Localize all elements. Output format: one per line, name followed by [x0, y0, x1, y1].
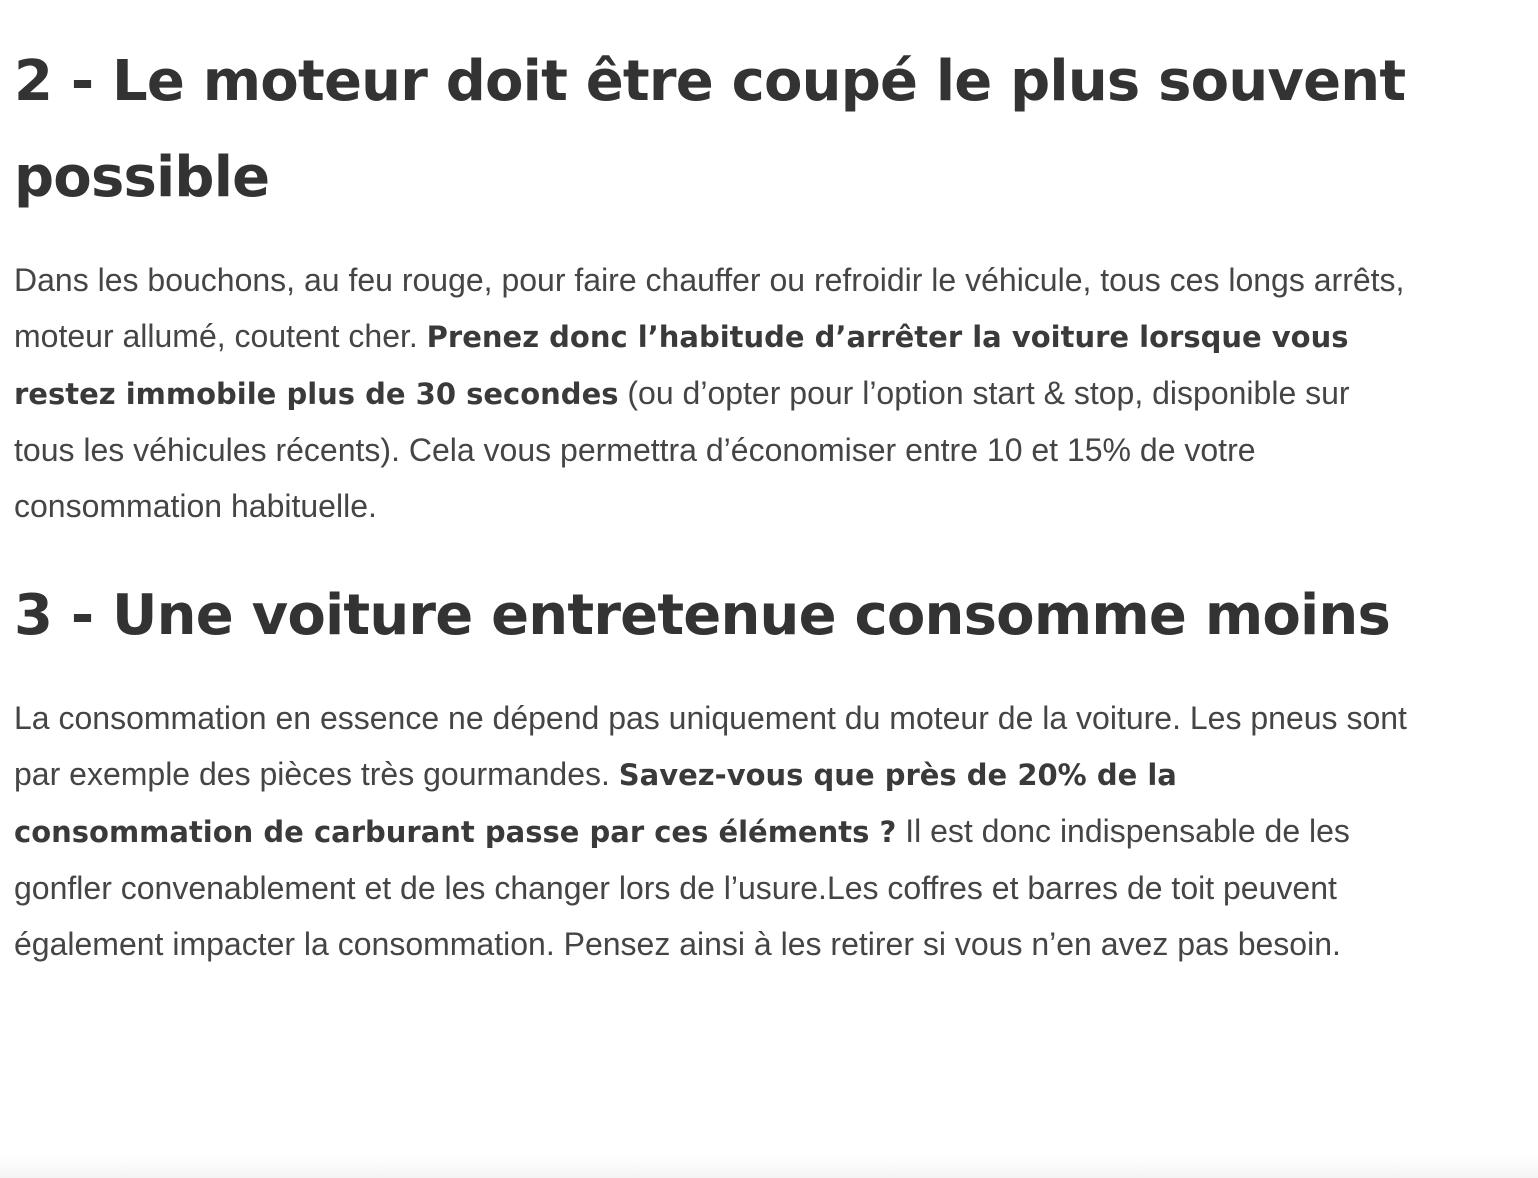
- article-content: [14, 0, 1414, 972]
- section-paragraph-maintenance: [14, 690, 1409, 972]
- section-heading-maintenance: 3 - Une voiture entretenue consomme moins: [14, 583, 1391, 648]
- paragraph-text: Dans les bouchons, au feu rouge, pour faire chauffer ou refroidir le véhicule, tous ces longs arrêts, moteur allumé, coutent cher.: [14, 262, 1405, 354]
- paragraph-emphasis: Prenez donc l’habitude d’arrêter la voiture lorsque vous restez immobile plus de 30 secondes: [14, 320, 1349, 411]
- section-paragraph-engine-off: [14, 252, 1409, 534]
- paragraph-text: (ou d’opter pour l’option start & stop, disponible sur tous les véhicules récents). Cela vous permettra d’économiser entre 10 et 15% de votre consommation habituelle.: [14, 375, 1350, 524]
- section-heading-engine-off: 2 - Le moteur doit être coupé le plus souvent possible: [14, 49, 1406, 210]
- paragraph-text: La consommation en essence ne dépend pas uniquement du moteur de la voiture. Les pneus sont par exemple des pièces très gourmandes.: [14, 700, 1407, 792]
- paragraph-text: Il est donc indispensable de les gonfler convenablement et de les changer lors de l’usure.Les coffres et barres de toit peuvent également impacter la consommation. Pensez ainsi à les retirer si vous n’en avez pas besoin.: [14, 813, 1350, 962]
- bottom-fade: [0, 1156, 1538, 1178]
- paragraph-emphasis: Savez-vous que près de 20% de la consommation de carburant passe par ces éléments ?: [14, 758, 1177, 849]
